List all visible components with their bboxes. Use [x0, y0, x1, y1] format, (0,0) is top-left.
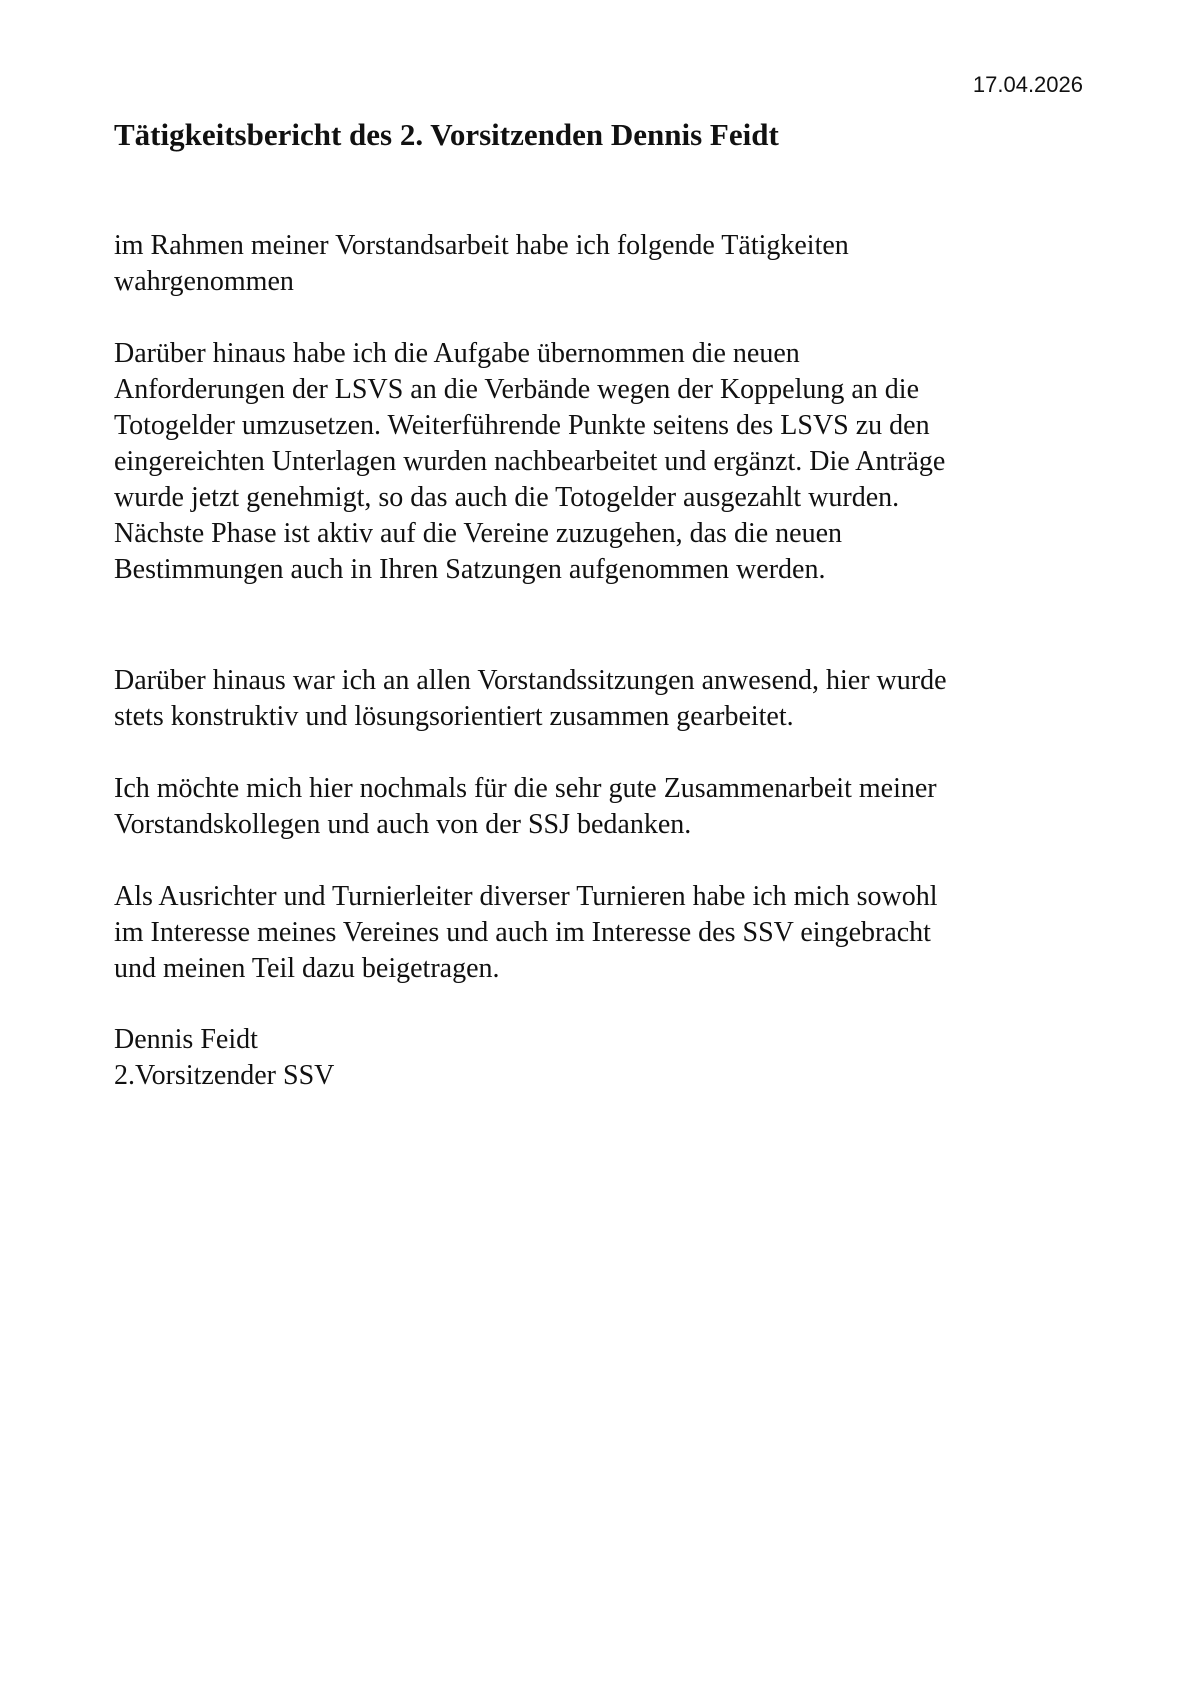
paragraph-lsvs-requirements: Darüber hinaus habe ich die Aufgabe übernommen die neuen Anforderungen der LSVS an die Verbände wegen der Koppelung an die Totogelder umzusetzen. Weiterführende Punkte seitens des LSVS zu den eingereichten Unterlagen wurden nachbearbeitet und ergänzt. Die Anträge wurde jetzt genehmigt, so das auch die Totogelder ausgezahlt wurden. Nächste Phase ist aktiv auf die Vereine zuzugehen, das die neuen Bestimmungen auch in Ihren Satzungen aufgenommen werden.: [114, 338, 946, 585]
signature-block: [114, 1022, 334, 1094]
paragraph-thanks: Ich möchte mich hier nochmals für die sehr gute Zusammenarbeit meiner Vorstandskollegen und auch von der SSJ bedanken.: [114, 773, 937, 840]
document-title: Tätigkeitsbericht des 2. Vorsitzenden Dennis Feidt: [114, 117, 779, 152]
signature-role: 2.Vorsitzender SSV: [114, 1060, 335, 1091]
signature-name: Dennis Feidt: [114, 1024, 258, 1055]
paragraph-tournaments: Als Ausrichter und Turnierleiter diverser Turnieren habe ich mich sowohl im Interesse meines Vereines und auch im Interesse des SSV eingebracht und meinen Teil dazu beigetragen.: [114, 881, 938, 984]
paragraph-board-meetings: Darüber hinaus war ich an allen Vorstandssitzungen anwesend, hier wurde stets konstruktiv und lösungsorientiert zusammen gearbeitet.: [114, 665, 947, 732]
document-date: 17.04.2026: [972, 72, 1083, 97]
paragraph-intro: im Rahmen meiner Vorstandsarbeit habe ich folgende Tätigkeiten wahrgenommen: [114, 230, 849, 297]
